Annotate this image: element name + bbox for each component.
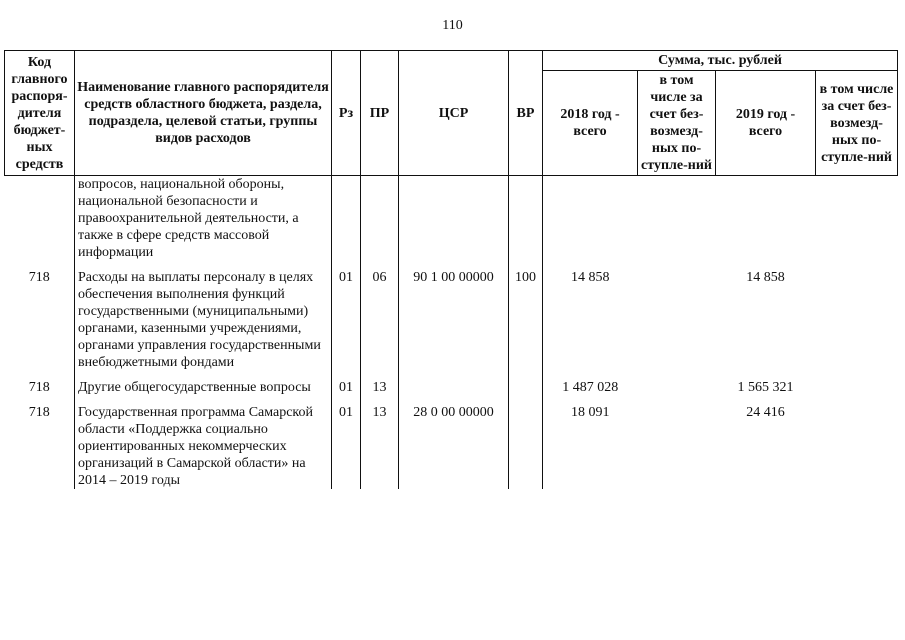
cell-2018-total: 1 487 028 [543,371,638,396]
cell-2018-free [638,176,716,262]
cell-pr [361,176,399,262]
cell-vr [509,396,543,489]
cell-2019-free [816,371,898,396]
cell-csr: 90 1 00 00000 [399,261,509,371]
cell-code: 718 [28,405,50,420]
cell-2018-total: 14 858 [543,261,638,371]
header-2019-total: 2019 год - всего [716,71,816,176]
header-rz: Рз [332,51,361,176]
cell-2019-free [816,396,898,489]
header-pr: ПР [361,51,399,176]
cell-rz [332,176,361,262]
budget-table [4,50,898,489]
cell-name: Государственная программа Самарской области «Поддержка социально ориентированных некоммерческих организаций в Самарской области» на 2014 – 2019 годы [75,396,332,489]
cell-2018-free [638,396,716,489]
cell-vr [509,176,543,262]
cell-code: 718 [28,270,50,285]
table-row [5,396,898,489]
cell-code [5,176,75,262]
table-row [5,176,898,262]
cell-2019-total [716,176,816,262]
cell-rz: 01 [332,396,361,489]
cell-pr: 13 [361,396,399,489]
header-csr: ЦСР [399,51,509,176]
header-sum-group: Сумма, тыс. рублей [543,51,898,71]
header-2018-free: в том числе за счет без-возмезд-ных по-ступле-ний [638,71,716,176]
cell-pr: 06 [361,261,399,371]
cell-2018-total [543,176,638,262]
cell-vr [509,371,543,396]
cell-rz: 01 [332,371,361,396]
cell-csr: 28 0 00 00000 [399,396,509,489]
header-2019-free: в том числе за счет без-возмезд-ных по-ступле-ний [816,71,898,176]
cell-name: Другие общегосударственные вопросы [75,371,332,396]
cell-2019-total: 1 565 321 [737,380,794,395]
cell-2019-total: 14 858 [746,270,785,285]
cell-name: вопросов, национальной обороны, национальной безопасности и правоохранительной деятельности, а также в сфере средств массовой информации [75,176,332,262]
page-number: 110 [442,18,463,33]
cell-2018-total: 18 091 [543,396,638,489]
cell-csr [399,371,509,396]
cell-vr: 100 [509,261,543,371]
cell-2018-free [638,371,716,396]
cell-2019-free [816,176,898,262]
cell-name: Расходы на выплаты персоналу в целях обеспечения выполнения функций государственными (муниципальными) органами, казенными учреждениями, органами управления государственными внебюджетными фондами [75,261,332,371]
header-vr: ВР [509,51,543,176]
table-row [5,371,898,396]
cell-code: 718 [28,380,50,395]
cell-pr: 13 [361,371,399,396]
table-row [5,261,898,371]
cell-rz: 01 [332,261,361,371]
header-name: Наименование главного распорядителя средств областного бюджета, раздела, подраздела, целевой статьи, группы видов расходов [75,51,332,176]
cell-2018-free [638,261,716,371]
header-code: Код главного распоря-дителя бюджет-ных средств [5,51,75,176]
cell-2019-free [816,261,898,371]
cell-2019-total: 24 416 [746,405,785,420]
cell-csr [399,176,509,262]
header-2018-total: 2018 год - всего [543,71,638,176]
